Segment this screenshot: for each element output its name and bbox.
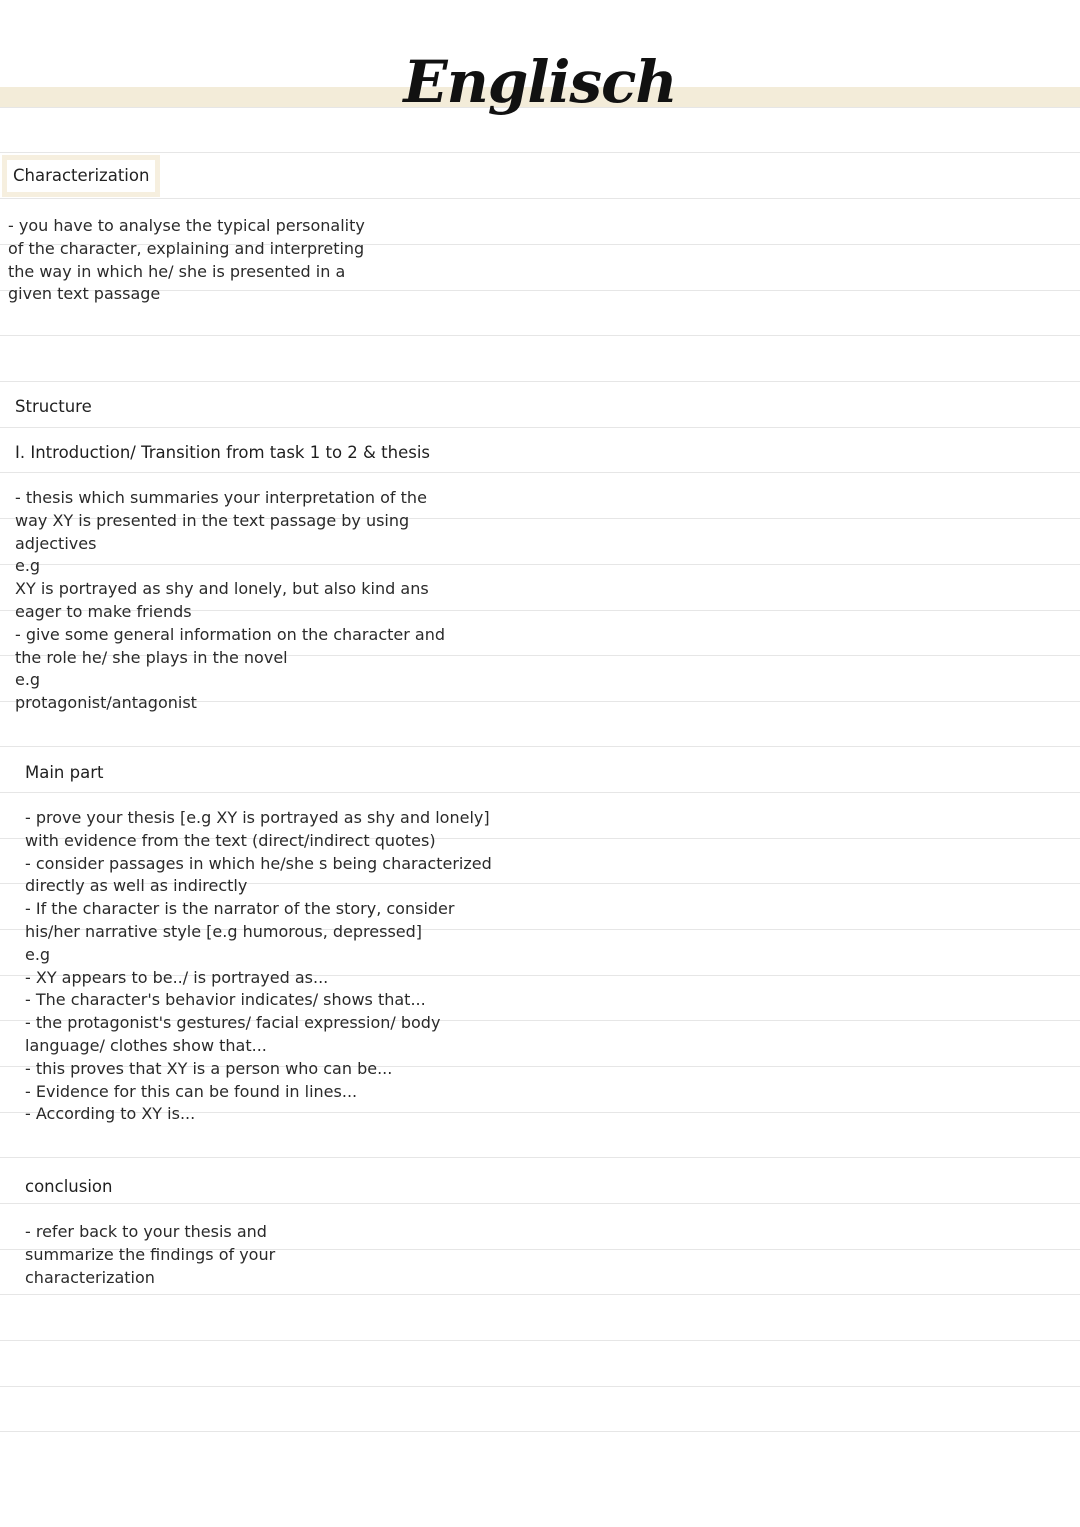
text-line: summarize the findings of your	[25, 1244, 276, 1264]
text-line: protagonist/antagonist	[15, 693, 197, 713]
text-line: - The character's behavior indicates/ shows that...	[25, 990, 426, 1010]
text-line: - give some general information on the character and	[15, 624, 445, 644]
rule-line	[0, 1340, 1080, 1341]
text-line: - consider passages in which he/she s being characterized	[25, 853, 492, 873]
text-line: the way in which he/ she is presented in a	[8, 261, 346, 281]
rule-line	[0, 152, 1080, 153]
text-line: - prove your thesis [e.g XY is portrayed as shy and lonely]	[25, 808, 490, 827]
text-line: of the character, explaining and interpreting	[8, 238, 365, 258]
text-line: directly as well as indirectly	[25, 876, 248, 896]
conclusion-heading: conclusion	[25, 1177, 113, 1196]
rule-line	[0, 472, 1080, 473]
page-title: Englisch	[403, 48, 677, 116]
conclusion-text	[25, 1221, 275, 1289]
rule-line	[0, 746, 1080, 747]
text-line: given text passage	[8, 284, 161, 304]
main-part-text	[25, 807, 492, 1126]
text-line: - XY appears to be../ is portrayed as...	[25, 967, 329, 987]
rule-line	[0, 1431, 1080, 1432]
rule-line	[0, 1294, 1080, 1295]
characterization-heading: Characterization	[2, 155, 160, 197]
rule-line	[0, 381, 1080, 382]
text-line: - the protagonist's gestures/ facial expression/ body	[25, 1013, 441, 1033]
text-line: eager to make friends	[15, 601, 192, 621]
rule-line	[0, 1157, 1080, 1158]
text-line: e.g	[25, 944, 51, 964]
text-line: XY is portrayed as shy and lonely, but also kind ans	[15, 579, 429, 599]
introduction-heading: I. Introduction/ Transition from task 1 to 2 & thesis	[15, 443, 430, 462]
structure-heading: Structure	[15, 397, 92, 416]
rule-line	[0, 792, 1080, 793]
rule-line	[0, 1386, 1080, 1387]
text-line: - you have to analyse the typical personality	[8, 216, 365, 235]
rule-line	[0, 198, 1080, 199]
text-line: characterization	[25, 1267, 155, 1287]
rule-line	[0, 427, 1080, 428]
text-line: language/ clothes show that...	[25, 1035, 267, 1055]
text-line: - this proves that XY is a person who can be...	[25, 1058, 393, 1078]
text-line: way XY is presented in the text passage by using	[15, 510, 410, 530]
text-line: e.g	[15, 670, 41, 690]
text-line: - Evidence for this can be found in lines...	[25, 1081, 358, 1101]
text-line: with evidence from the text (direct/indirect quotes)	[25, 830, 436, 850]
text-line: the role he/ she plays in the novel	[15, 647, 288, 667]
text-line: - thesis which summaries your interpretation of the	[15, 488, 427, 507]
text-line: adjectives	[15, 533, 97, 553]
introduction-text	[15, 487, 445, 715]
text-line: his/her narrative style [e.g humorous, depressed]	[25, 921, 423, 941]
text-line: e.g	[15, 556, 41, 576]
rule-line	[0, 1203, 1080, 1204]
text-line: - If the character is the narrator of the story, consider	[25, 899, 455, 919]
main-part-heading: Main part	[25, 763, 104, 782]
characterization-text	[8, 215, 365, 306]
text-line: - According to XY is...	[25, 1104, 196, 1124]
rule-line	[0, 335, 1080, 336]
text-line: - refer back to your thesis and	[25, 1222, 267, 1241]
